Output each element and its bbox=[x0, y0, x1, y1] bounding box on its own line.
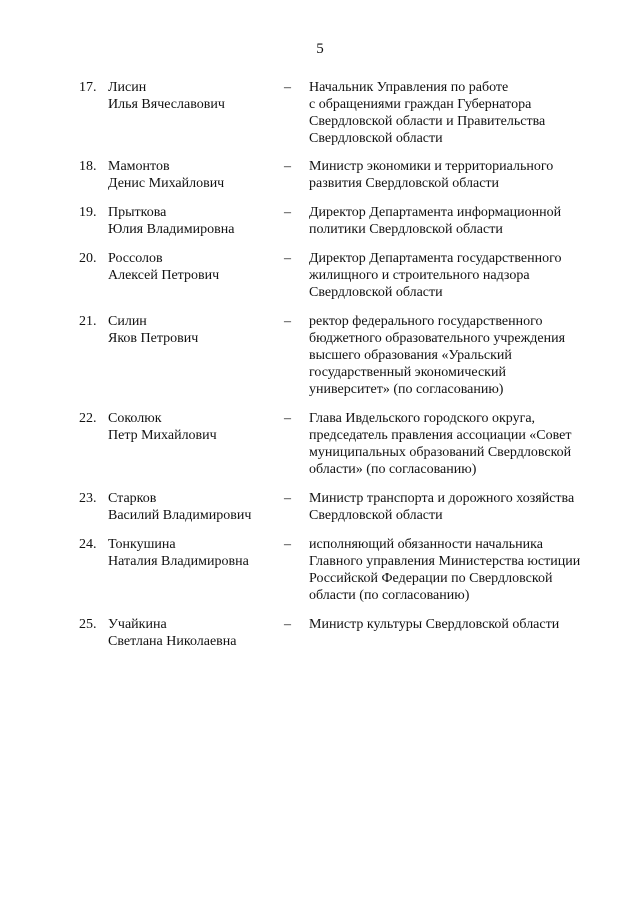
member-list bbox=[0, 79, 640, 656]
surname: Силин bbox=[108, 314, 147, 329]
surname: Тонкушина bbox=[108, 537, 176, 552]
position-line: с обращениями граждан Губернатора bbox=[309, 97, 532, 112]
member-name bbox=[108, 250, 278, 284]
given-names: Василий Владимирович bbox=[108, 508, 252, 523]
position-line: Главного управления Министерства юстиции bbox=[309, 554, 581, 569]
surname: Соколюк bbox=[108, 411, 162, 426]
given-names: Яков Петрович bbox=[108, 331, 199, 346]
position-line: Свердловской области bbox=[309, 508, 443, 523]
surname: Прыткова bbox=[108, 205, 167, 220]
surname: Россолов bbox=[108, 251, 163, 266]
position-line: бюджетного образовательного учреждения bbox=[309, 331, 566, 346]
position-line: муниципальных образований Свердловской bbox=[309, 445, 572, 460]
item-number: 19. bbox=[79, 205, 97, 220]
given-names: Петр Михайлович bbox=[108, 428, 217, 443]
dash: – bbox=[284, 80, 291, 95]
position-line: университет» (по согласованию) bbox=[309, 382, 504, 397]
position-line: государственный экономический bbox=[309, 365, 506, 380]
member-name bbox=[108, 204, 278, 238]
position-line: политики Свердловской области bbox=[309, 222, 503, 237]
member-name bbox=[108, 536, 278, 570]
item-number: 22. bbox=[79, 411, 97, 426]
surname: Учайкина bbox=[108, 617, 167, 632]
member-position bbox=[309, 410, 609, 478]
list-item bbox=[0, 536, 640, 616]
member-position bbox=[309, 158, 609, 192]
item-number: 20. bbox=[79, 251, 97, 266]
position-line: жилищного и строительного надзора bbox=[309, 268, 530, 283]
member-name bbox=[108, 616, 278, 650]
list-item bbox=[0, 79, 640, 158]
given-names: Алексей Петрович bbox=[108, 268, 220, 283]
position-line: Глава Ивдельского городского округа, bbox=[309, 411, 536, 426]
dash: – bbox=[284, 491, 291, 506]
list-item bbox=[0, 204, 640, 250]
given-names: Светлана Николаевна bbox=[108, 634, 237, 649]
member-position bbox=[309, 490, 609, 524]
member-position bbox=[309, 79, 609, 147]
position-line: Министр культуры Свердловской области bbox=[309, 617, 560, 632]
item-number: 24. bbox=[79, 537, 97, 552]
position-line: Свердловской области и Правительства bbox=[309, 114, 546, 129]
position-line: Директор Департамента информационной bbox=[309, 205, 562, 220]
member-position bbox=[309, 536, 609, 604]
position-line: Российской Федерации по Свердловской bbox=[309, 571, 553, 586]
dash: – bbox=[284, 314, 291, 329]
surname: Лисин bbox=[108, 80, 147, 95]
item-number: 21. bbox=[79, 314, 97, 329]
member-name bbox=[108, 410, 278, 444]
dash: – bbox=[284, 159, 291, 174]
member-position bbox=[309, 313, 609, 398]
position-line: высшего образования «Уральский bbox=[309, 348, 512, 363]
given-names: Наталия Владимировна bbox=[108, 554, 249, 569]
surname: Старков bbox=[108, 491, 157, 506]
given-names: Юлия Владимировна bbox=[108, 222, 235, 237]
dash: – bbox=[284, 537, 291, 552]
dash: – bbox=[284, 617, 291, 632]
position-line: развития Свердловской области bbox=[309, 176, 500, 191]
position-line: Министр транспорта и дорожного хозяйства bbox=[309, 491, 575, 506]
given-names: Денис Михайлович bbox=[108, 176, 225, 191]
given-names: Илья Вячеславович bbox=[108, 97, 225, 112]
list-item bbox=[0, 250, 640, 313]
list-item bbox=[0, 490, 640, 536]
list-item bbox=[0, 616, 640, 656]
position-line: ректор федерального государственного bbox=[309, 314, 543, 329]
item-number: 18. bbox=[79, 159, 97, 174]
item-number: 17. bbox=[79, 80, 97, 95]
item-number: 25. bbox=[79, 617, 97, 632]
dash: – bbox=[284, 205, 291, 220]
position-line: исполняющий обязанности начальника bbox=[309, 537, 543, 552]
page-number: 5 bbox=[316, 41, 324, 57]
member-position bbox=[309, 250, 609, 301]
list-item bbox=[0, 410, 640, 490]
dash: – bbox=[284, 251, 291, 266]
position-line: области» (по согласованию) bbox=[309, 462, 477, 477]
position-line: Директор Департамента государственного bbox=[309, 251, 562, 266]
position-line: Свердловской области bbox=[309, 285, 443, 300]
list-item bbox=[0, 158, 640, 204]
position-line: председатель правления ассоциации «Совет bbox=[309, 428, 572, 443]
position-line: Свердловской области bbox=[309, 131, 443, 146]
position-line: Министр экономики и территориального bbox=[309, 159, 554, 174]
list-item bbox=[0, 313, 640, 410]
position-line: области (по согласованию) bbox=[309, 588, 470, 603]
item-number: 23. bbox=[79, 491, 97, 506]
member-name bbox=[108, 158, 278, 192]
position-line: Начальник Управления по работе bbox=[309, 80, 509, 95]
member-position bbox=[309, 616, 609, 633]
surname: Мамонтов bbox=[108, 159, 170, 174]
member-name bbox=[108, 79, 278, 113]
member-name bbox=[108, 490, 278, 524]
dash: – bbox=[284, 411, 291, 426]
member-name bbox=[108, 313, 278, 347]
member-position bbox=[309, 204, 609, 238]
